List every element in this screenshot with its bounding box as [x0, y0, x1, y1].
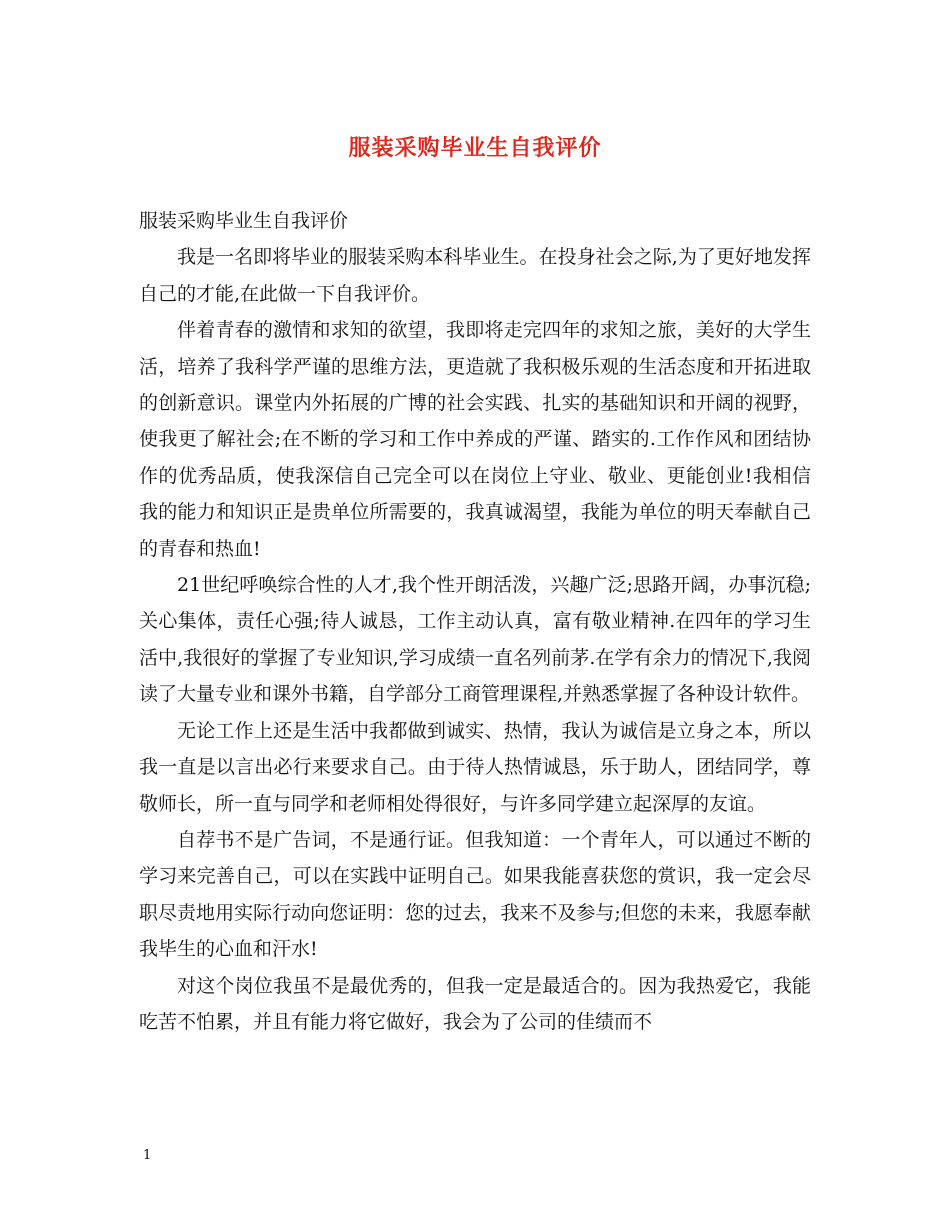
document-body: [139, 203, 811, 1040]
paragraph-recommendation: 自荐书不是广告词，不是通行证。但我知道：一个青年人，可以通过不断的学习来完善自己，可以在实践中证明自己。如果我能喜获您的赏识，我一定会尽职尽责地用实际行动向您证明：您的过去，我来不及参与;但您的未来，我愿奉献我毕生的心血和汗水!: [139, 828, 811, 961]
paragraph-intro: 我是一名即将毕业的服装采购本科毕业生。在投身社会之际,为了更好地发挥自己的才能,在此做一下自我评价。: [139, 246, 811, 305]
paragraph-suitability: 对这个岗位我虽不是最优秀的，但我一定是最适合的。因为我热爱它，我能吃苦不怕累，并且有能力将它做好，我会为了公司的佳绩而不: [139, 974, 811, 1033]
paragraph-honesty: 无论工作上还是生活中我都做到诚实、热情，我认为诚信是立身之本，所以我一直是以言出必行来要求自己。由于待人热情诚恳，乐于助人，团结同学，尊敬师长，所一直与同学和老师相处得很好，与许多同学建立起深厚的友谊。: [139, 719, 811, 815]
page-number: 1: [143, 1148, 152, 1163]
document-title: 服装采购毕业生自我评价: [348, 135, 602, 161]
document-subtitle: 服装采购毕业生自我评价: [139, 210, 349, 232]
paragraph-youth: 伴着青春的激情和求知的欲望，我即将走完四年的求知之旅，美好的大学生活，培养了我科学严谨的思维方法，更造就了我积极乐观的生活态度和开拓进取的创新意识。课堂内外拓展的广博的社会实践、扎实的基础知识和开阔的视野，使我更了解社会;在不断的学习和工作中养成的严谨、踏实的.工作作风和团结协作的优秀品质，使我深信自己完全可以在岗位上守业、敬业、更能创业!我相信我的能力和知识正是贵单位所需要的，我真诚渴望，我能为单位的明天奉献自己的青春和热血!: [139, 319, 811, 560]
paragraph-personality: 21世纪呼唤综合性的人才,我个性开朗活泼，兴趣广泛;思路开阔，办事沉稳;关心集体，责任心强;待人诚恳，工作主动认真，富有敬业精神.在四年的学习生活中,我很好的掌握了专业知识,学习成绩一直名列前茅.在学有余力的情况下,我阅读了大量专业和课外书籍，自学部分工商管理课程,并熟悉掌握了各种设计软件。: [139, 574, 811, 706]
